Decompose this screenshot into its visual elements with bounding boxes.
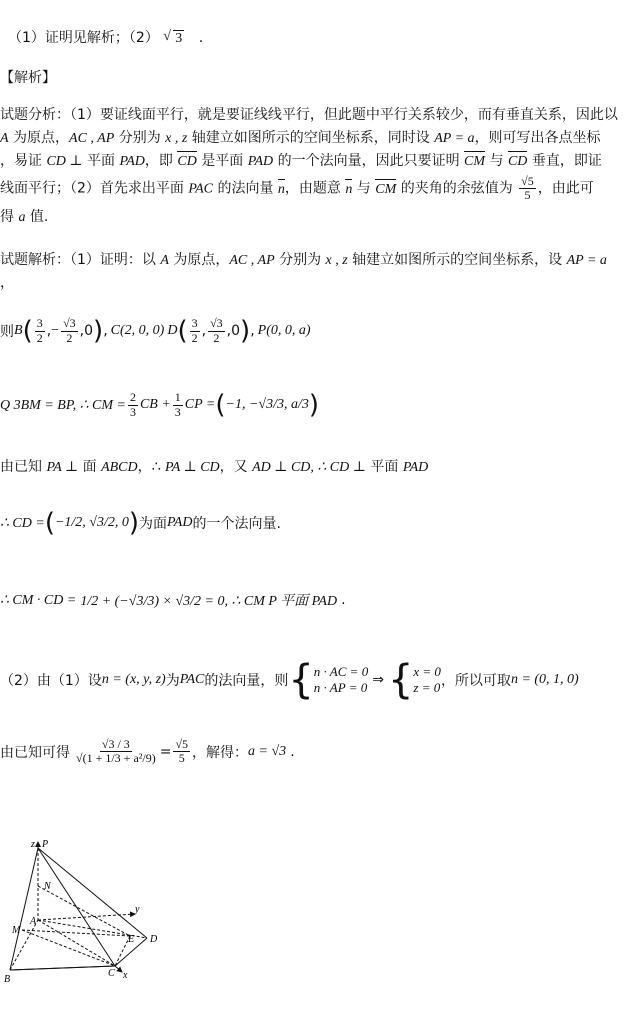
cd-normal-line: ∴ CD = ( −1/2, √3/2, 0 ) 为面 PAD 的一个法向量. xyxy=(0,508,281,538)
dot-product-line: ∴ CM · CD = 1/2 + (−√3/3) × √3/2 = 0, ∴ CM P 平面 PAD . xyxy=(0,592,346,609)
analysis-line-5: 得 a 值. xyxy=(0,209,49,225)
section-title: 【解析】 xyxy=(0,70,56,86)
label-y: y xyxy=(135,904,140,915)
label-N: N xyxy=(44,881,51,892)
analysis-line-1: 试题分析：（1）要证线面平行，就是要证线线平行，但此题中平行关系较少，而有垂直关系，因此以 xyxy=(0,107,618,123)
part2-system-line: （2）由（1）设 n = (x, y, z) 为 PAC 的法向量，则 { n · AC = 0 n · AP = 0 ⇒ { x = 0 z = 0 ，所以可取 n = (0, 1, 0) xyxy=(0,657,579,703)
label-A: A xyxy=(30,916,37,927)
label-E: E xyxy=(128,934,135,945)
final-equation-line: 由已知可得 $\frac{√3 / 3}{\text{√(1 + 1/3 + a²/9)}}$ = $\frac{√5}{5}$ ，解得： a = √3 . xyxy=(0,737,295,766)
coordinates-line: 则 B ( $\frac{3}{2}$ , − $\frac{√3}{2}$ , 0 ) , C(2, 0, 0) D ( $\frac{3}{2}$ , $\frac{√3}{2}$ , 0 ) , P(0, 0, a) xyxy=(0,316,311,346)
label-M: M xyxy=(12,925,21,936)
solution-intro: 试题解析：（1）证明：以 A 为原点，AC , AP 分别为 x , z 轴建立如图所示的空间坐标系，设 AP = a xyxy=(0,252,607,268)
analysis-line-2: A 为原点，AC , AP 分别为 x , z 轴建立如图所示的空间坐标系，同时设 AP = a，则可写出各点坐标 xyxy=(0,130,601,146)
pyramid-figure xyxy=(0,838,170,988)
label-z: z xyxy=(31,839,35,850)
label-x: x xyxy=(123,970,128,981)
fraction: $\frac{√5}{5}$ xyxy=(521,174,534,203)
cm-vector-line: Q 3BM = BP, ∴ CM = $\frac{2}{3}$ CB + $\frac{1}{3}$ CP = ( −1, −√3/3, a/3 ) xyxy=(0,390,320,420)
analysis-line-4: 线面平行；（2）首先求出平面 PAC 的法向量 n，由题意 n 与 CM 的夹角的余弦值为 $\frac{√5}{5}$ ，由此可 xyxy=(0,174,594,203)
solution-intro-comma: ， xyxy=(0,275,14,291)
label-B: B xyxy=(4,974,11,985)
label-D: D xyxy=(150,934,158,945)
label-C: C xyxy=(108,968,115,979)
label-P: P xyxy=(42,839,49,850)
answer-line: （1）证明见解析；（2） √ 3 . xyxy=(8,29,204,46)
analysis-line-3: ，易证 CD ⊥ 平面 PAD，即 CD 是平面 PAD 的一个法向量，因此只要证明 CM 与 CD 垂直，即证 xyxy=(0,153,602,169)
perpendicular-line: 由已知 PA ⊥ 面 ABCD，∴ PA ⊥ CD，又 AD ⊥ CD, ∴ CD ⊥ 平面 PAD xyxy=(0,459,429,475)
